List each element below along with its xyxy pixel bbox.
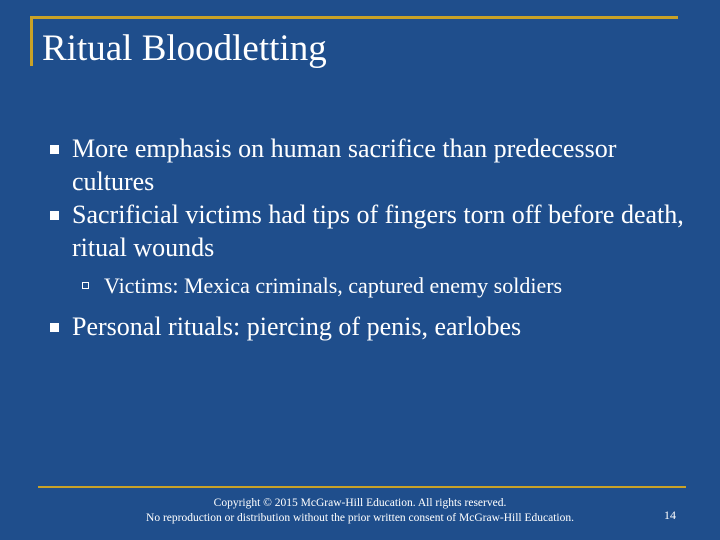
bullet-item — [48, 132, 688, 198]
bullet-text: Sacrificial victims had tips of fingers torn off before death, ritual wounds — [72, 200, 684, 262]
square-bullet-icon — [50, 323, 59, 332]
square-bullet-icon — [50, 211, 59, 220]
title-frame-left — [30, 16, 33, 66]
bullet-list — [48, 132, 688, 343]
bullet-item — [48, 198, 688, 264]
sub-bullet-text: Victims: Mexica criminals, captured enemy soldiers — [104, 273, 563, 298]
copyright-line-1: Copyright © 2015 McGraw-Hill Education. All rights reserved. — [213, 497, 507, 509]
bullet-item — [48, 310, 688, 343]
copyright-notice — [100, 496, 620, 526]
title-frame-top — [30, 16, 678, 19]
bullet-text: More emphasis on human sacrifice than predecessor cultures — [72, 134, 617, 196]
hollow-square-bullet-icon — [82, 282, 89, 289]
square-bullet-icon — [50, 145, 59, 154]
slide-title: Ritual Bloodletting — [42, 28, 327, 69]
page-number: 14 — [664, 508, 676, 522]
sub-bullet-item — [48, 272, 688, 300]
footer-divider — [38, 486, 686, 488]
copyright-line-2: No reproduction or distribution without the prior written consent of McGraw-Hill Education. — [146, 512, 574, 524]
bullet-text: Personal rituals: piercing of penis, earlobes — [72, 312, 522, 341]
